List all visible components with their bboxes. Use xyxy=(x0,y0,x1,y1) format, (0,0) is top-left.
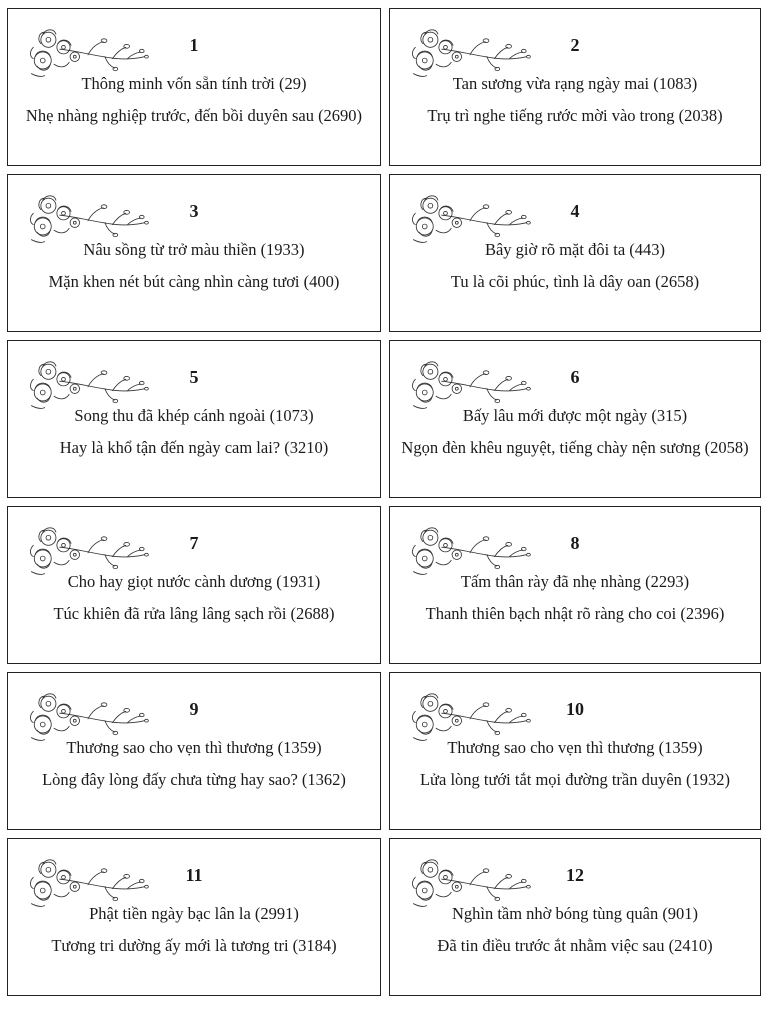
card-7 xyxy=(7,506,381,664)
card-5 xyxy=(7,340,381,498)
card-verse-line-2: Thanh thiên bạch nhật rõ ràng cho coi (2396) xyxy=(425,604,725,623)
card-number: 1 xyxy=(189,35,199,55)
card-verse-line-1: Thông minh vốn sẵn tính trời (29) xyxy=(81,74,307,93)
card-number: 9 xyxy=(189,699,199,719)
card-verse-line-2: Trụ trì nghe tiếng rước mời vào trong (2038) xyxy=(427,106,723,125)
card-6 xyxy=(389,340,761,498)
card-11 xyxy=(7,838,381,996)
card-verse-line-1: Bây giờ rõ mặt đôi ta (443) xyxy=(484,240,666,259)
card-verse-line-2: Đã tin điều trước ắt nhằm việc sau (2410) xyxy=(437,936,713,955)
card-9 xyxy=(7,672,381,830)
card-12 xyxy=(389,838,761,996)
card-8 xyxy=(389,506,761,664)
card-number: 10 xyxy=(566,699,584,719)
card-2 xyxy=(389,8,761,166)
card-number: 5 xyxy=(189,367,199,387)
card-verse-line-1: Phật tiền ngày bạc lân la (2991) xyxy=(89,904,299,923)
card-verse-line-2: Mặn khen nét bút càng nhìn càng tươi (400) xyxy=(48,272,340,291)
card-verse-line-1: Tan sương vừa rạng ngày mai (1083) xyxy=(452,74,698,93)
card-verse-line-1: Thương sao cho vẹn thì thương (1359) xyxy=(66,738,322,757)
card-verse-line-2: Hay là khổ tận đến ngày cam lai? (3210) xyxy=(59,438,329,457)
card-10 xyxy=(389,672,761,830)
card-verse-line-2: Nhẹ nhàng nghiệp trước, đến bồi duyên sau (2690) xyxy=(25,106,363,125)
card-verse-line-2: Tu là cõi phúc, tình là dây oan (2658) xyxy=(450,272,700,291)
card-4 xyxy=(389,174,761,332)
card-verse-line-1: Song thu đã khép cánh ngoài (1073) xyxy=(74,406,314,425)
card-number: 2 xyxy=(570,35,580,55)
card-3 xyxy=(7,174,381,332)
card-verse-line-2: Lòng đây lòng đấy chưa từng hay sao? (1362) xyxy=(42,770,346,789)
card-number: 3 xyxy=(189,201,199,221)
card-verse-line-2: Ngọn đèn khêu nguyệt, tiếng chày nện sương (2058) xyxy=(401,438,749,457)
card-number: 6 xyxy=(570,367,580,387)
card-verse-line-1: Thương sao cho vẹn thì thương (1359) xyxy=(447,738,703,757)
card-verse-line-1: Nghìn tầm nhờ bóng tùng quân (901) xyxy=(451,904,699,923)
card-verse-line-1: Nâu sồng từ trở màu thiền (1933) xyxy=(83,240,305,259)
card-number: 8 xyxy=(570,533,580,553)
card-1 xyxy=(7,8,381,166)
card-number: 11 xyxy=(185,865,203,885)
card-number: 7 xyxy=(189,533,199,553)
card-number: 12 xyxy=(566,865,584,885)
card-verse-line-2: Túc khiên đã rửa lâng lâng sạch rồi (2688) xyxy=(53,604,335,623)
card-verse-line-2: Lửa lòng tưới tắt mọi đường trần duyên (1932) xyxy=(419,770,731,789)
card-verse-line-1: Cho hay giọt nước cành dương (1931) xyxy=(67,572,321,591)
card-verse-line-1: Bấy lâu mới được một ngày (315) xyxy=(462,406,688,425)
card-verse-line-2: Tương tri dường ấy mới là tương tri (3184) xyxy=(51,936,337,955)
card-number: 4 xyxy=(570,201,580,221)
card-verse-line-1: Tấm thân rày đã nhẹ nhàng (2293) xyxy=(460,572,690,591)
